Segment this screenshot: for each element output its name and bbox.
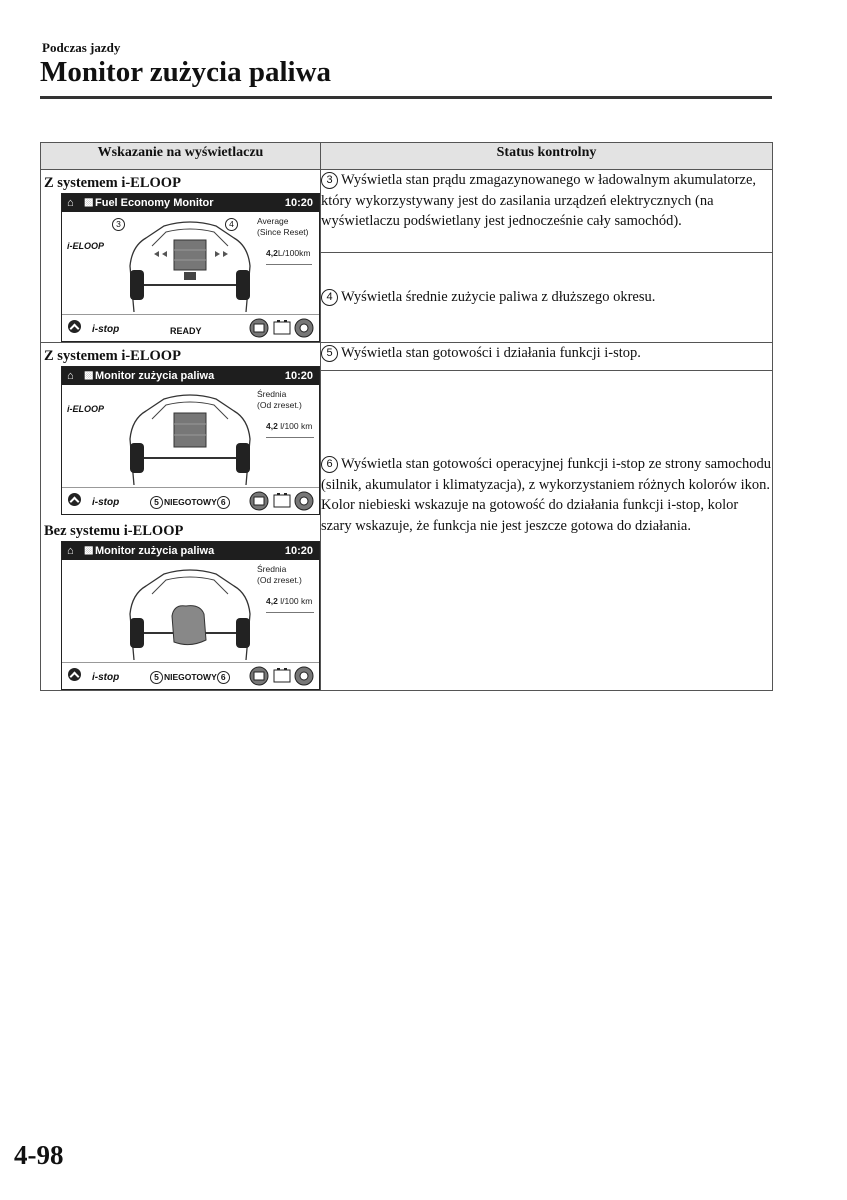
istop-label: i-stop — [92, 497, 120, 508]
desc-6-block — [321, 454, 772, 536]
screen-header — [62, 367, 319, 385]
display-cell-eloop-1 — [41, 170, 321, 343]
callout-4: 4 — [225, 218, 238, 231]
callout-5-marker: 5 — [321, 345, 338, 362]
status-table — [40, 142, 773, 691]
engine-icon — [250, 667, 268, 685]
home-icon: ⌂ — [67, 370, 74, 382]
table-header-row — [41, 143, 773, 170]
screen-title: Monitor zużycia paliwa — [95, 370, 215, 382]
document-icon: ▩ — [84, 545, 94, 556]
callout-6: 6 — [217, 496, 230, 509]
battery-icon — [274, 668, 290, 682]
page-number: 4-98 — [14, 1140, 64, 1170]
screen-clock: 10:20 — [284, 370, 313, 382]
document-icon: ▩ — [84, 197, 94, 208]
page-title: Monitor zużycia paliwa — [40, 56, 332, 88]
readiness-icons — [249, 317, 315, 339]
callout-6-marker: 6 — [321, 456, 338, 473]
consumption-readout — [266, 416, 314, 438]
istop-button-icon — [68, 493, 81, 506]
average-line1: Średnia — [257, 389, 287, 399]
home-icon: ⌂ — [67, 545, 74, 557]
average-line2: (Od zreset.) — [257, 575, 302, 585]
row-label: Bez systemu i-ELOOP — [44, 523, 184, 539]
screen-footer — [62, 662, 319, 689]
fuel-monitor-screen — [61, 541, 320, 690]
document-icon: ▩ — [84, 370, 94, 381]
istop-button-icon — [68, 668, 81, 681]
screen-header — [62, 194, 319, 212]
table-row — [41, 170, 773, 253]
consumption-value: 4,2 — [266, 596, 278, 606]
readiness-icons — [249, 490, 315, 512]
consumption-value: 4,2 — [266, 248, 278, 258]
istop-label: i-stop — [92, 672, 120, 683]
battery-icon — [274, 493, 290, 507]
row-label: Z systemem i-ELOOP — [44, 348, 181, 364]
consumption-unit: L/100km — [277, 248, 311, 258]
display-cell-eloop-2 — [41, 343, 321, 691]
battery-icon — [274, 320, 290, 334]
col-header-display: Wskazanie na wyświetlaczu — [41, 143, 321, 170]
callout-5: 5 — [150, 496, 163, 509]
screen-footer — [62, 487, 319, 514]
consumption-unit: l/100 km — [280, 421, 313, 431]
fuel-monitor-screen — [61, 366, 320, 515]
screen-footer — [62, 314, 319, 341]
consumption-readout — [266, 243, 312, 265]
desc-3-text: Wyświetla stan prądu zmagazynowanego w ładowalnym akumulatorze, który wykorzystywany jest do zasilania urządzeń elektrycznych (na wyświetlaczu podświetlany jest jednocześnie cały samochód). — [321, 172, 757, 229]
status-text: NIEGOTOWY — [164, 672, 217, 682]
fan-icon — [295, 492, 313, 510]
screen-clock: 10:20 — [284, 545, 313, 557]
consumption-unit: l/100 km — [280, 596, 313, 606]
fan-icon — [295, 319, 313, 337]
readiness-icons — [249, 665, 315, 687]
screen-header — [62, 542, 319, 560]
consumption-value: 4,2 — [266, 421, 278, 431]
status-ready: READY — [170, 326, 202, 336]
callout-4-marker: 4 — [321, 289, 338, 306]
average-label — [257, 564, 302, 586]
status-text: NIEGOTOWY — [164, 497, 217, 507]
average-line1: Average — [257, 216, 289, 226]
screen-clock: 10:20 — [284, 197, 313, 209]
home-icon: ⌂ — [67, 197, 74, 209]
average-line1: Średnia — [257, 564, 287, 574]
status-not-ready — [150, 492, 231, 513]
desc-5-text: Wyświetla stan gotowości i działania funkcji i-stop. — [341, 345, 641, 361]
callout-3-marker: 3 — [321, 172, 338, 189]
callout-5: 5 — [150, 671, 163, 684]
desc-6-text: Wyświetla stan gotowości operacyjnej funkcji i-stop ze strony samochodu (silnik, akumulator i klimatyzacja), z wykorzystaniem różnych kolorów ikon. Kolor niebieski wskazuje na gotowość do działania funkcji i-stop, kolor szary wskazuje, że funkcja nie jest jeszcze gotowa do działania. — [321, 456, 771, 534]
average-label — [257, 216, 309, 238]
car-illustration — [124, 389, 256, 487]
table-row — [41, 343, 773, 371]
desc-cell-5 — [321, 343, 773, 371]
eloop-label: i-ELOOP — [67, 404, 105, 414]
screen-title: Monitor zużycia paliwa — [95, 545, 215, 557]
screen-title: Fuel Economy Monitor — [95, 197, 214, 209]
consumption-readout — [266, 591, 314, 613]
istop-button-icon — [68, 320, 81, 333]
car-illustration — [124, 216, 256, 314]
fan-icon — [295, 667, 313, 685]
engine-icon — [250, 319, 268, 337]
desc-cell-3 — [321, 170, 773, 253]
average-label — [257, 389, 302, 411]
istop-label: i-stop — [92, 324, 120, 335]
average-line2: (Od zreset.) — [257, 400, 302, 410]
desc-cell-6 — [321, 370, 773, 690]
desc-cell-4 — [321, 252, 773, 342]
average-line2: (Since Reset) — [257, 227, 309, 237]
status-not-ready — [150, 667, 231, 688]
col-header-status: Status kontrolny — [321, 143, 773, 170]
eloop-label: i-ELOOP — [67, 241, 105, 251]
section-label: Podczas jazdy — [42, 40, 121, 55]
row-label: Z systemem i-ELOOP — [44, 175, 181, 191]
callout-6: 6 — [217, 671, 230, 684]
engine-icon — [250, 492, 268, 510]
title-rule — [40, 96, 772, 99]
fuel-monitor-screen — [61, 193, 320, 342]
callout-3: 3 — [112, 218, 125, 231]
desc-4-text: Wyświetla średnie zużycie paliwa z dłuższego okresu. — [341, 289, 656, 306]
car-illustration — [124, 564, 256, 662]
